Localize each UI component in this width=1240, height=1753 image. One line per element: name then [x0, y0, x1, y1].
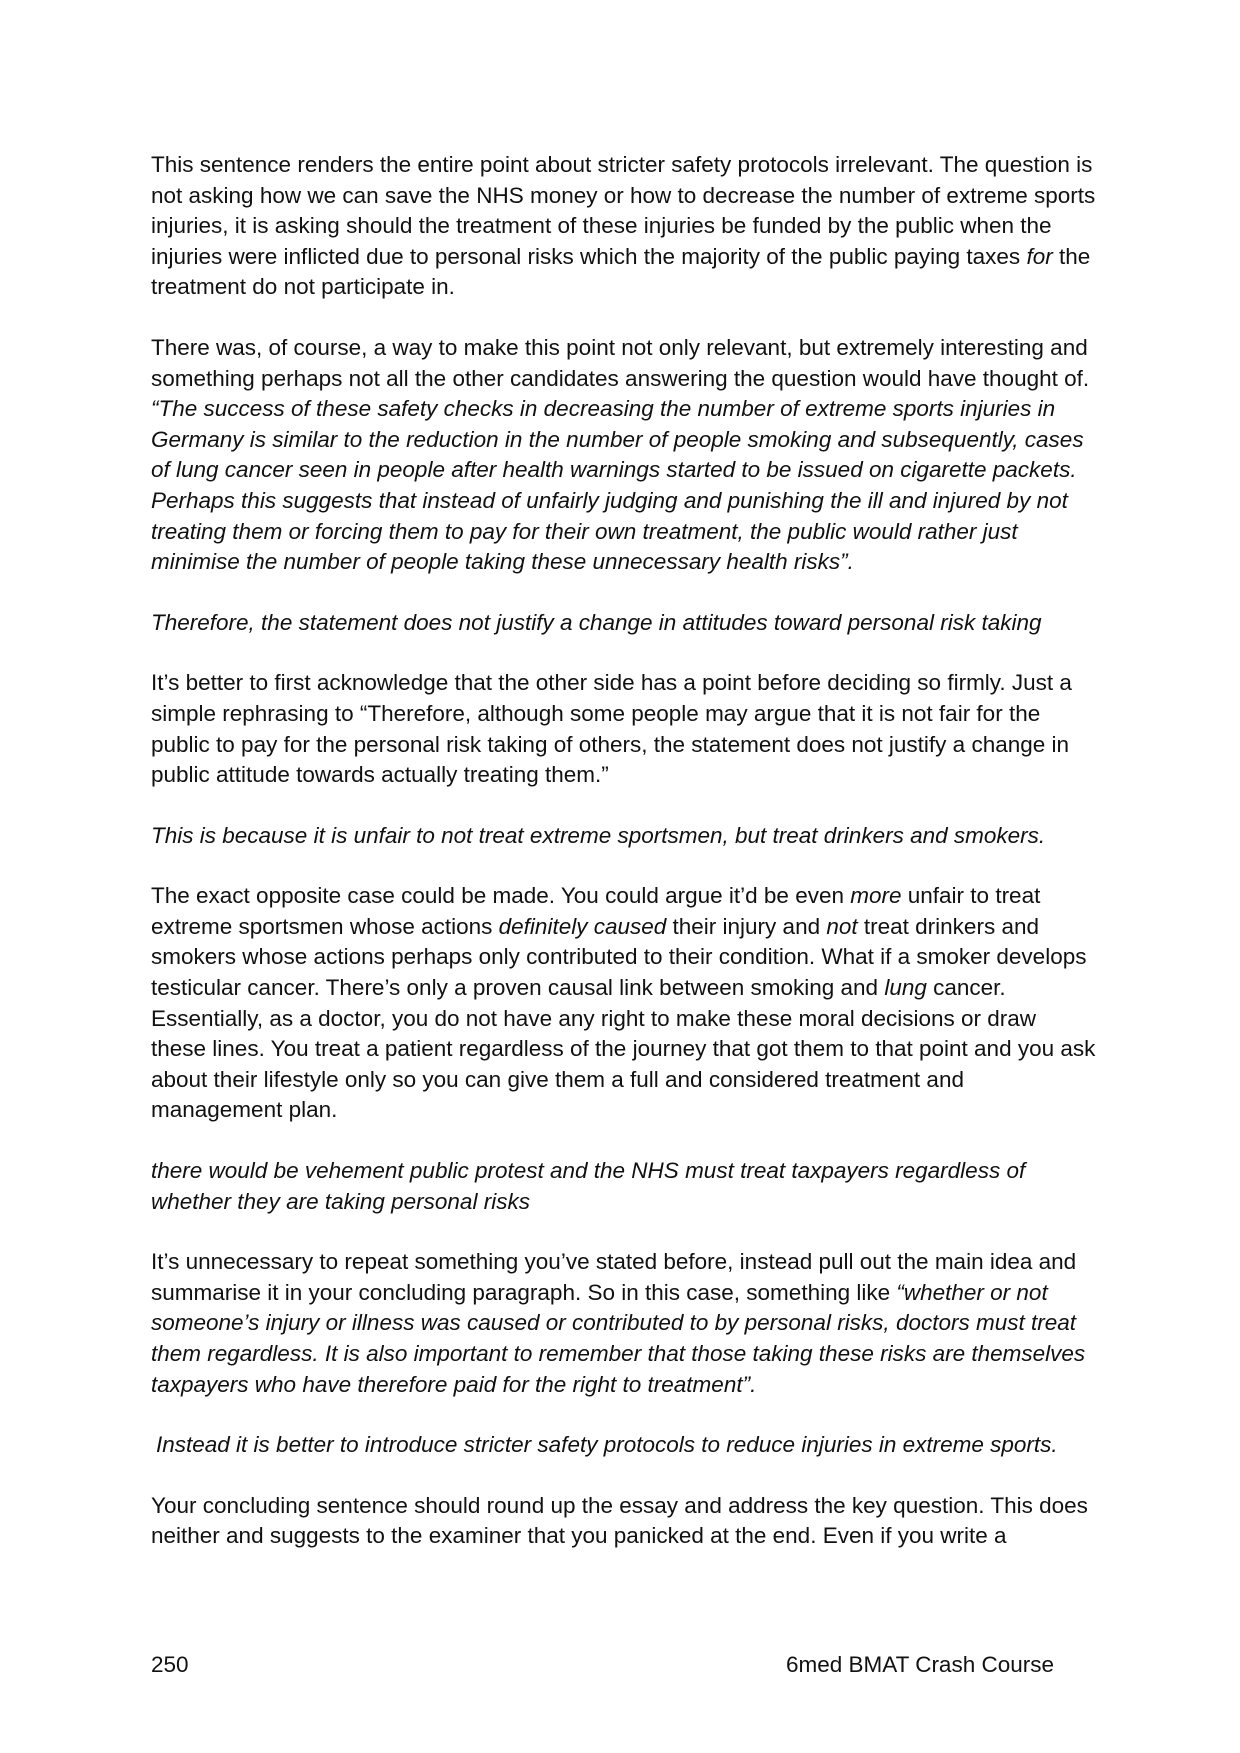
body-paragraph	[151, 881, 1096, 1126]
text-run: their injury and	[666, 913, 827, 939]
quoted-essay-excerpt	[151, 1430, 1096, 1461]
body-paragraph	[151, 150, 1096, 303]
quoted-essay-excerpt	[151, 1156, 1096, 1217]
italic-text-run: definitely caused	[498, 913, 667, 939]
page-number: 250	[151, 1652, 189, 1677]
text-run: cancer. Essentially, as a doctor, you do not have any right to make these moral decisions or draw these lines. You treat a patient regardless of the journey that got them to that point and you ask about their lifestyle only so you can give them a full and considered treatment and management plan.	[151, 975, 1096, 1123]
text-run: there would be vehement public protest and the NHS must treat taxpayers regardless of whether they are taking personal risks	[151, 1158, 1026, 1214]
body-paragraph	[151, 333, 1096, 578]
body-paragraph	[151, 1491, 1096, 1552]
italic-text-run: not	[826, 913, 858, 939]
italic-text-run: lung	[884, 975, 927, 1001]
italic-text-run: “The success of these safety checks in decreasing the number of extreme sports injuries in Germany is similar to the reduction in the number of people smoking and subsequently, cases of lung cancer seen in people after health warnings started to be issued on cigarette packets. Perhaps this suggests that instead of unfairly judging and punishing the ill and injured by not treating them or forcing them to pay for their own treatment, the public would rather just minimise the number of people taking these unnecessary health risks”.	[151, 396, 1084, 575]
text-run: the treatment do not participate in.	[151, 243, 1091, 300]
text-run: The exact opposite case could be made. You could argue it’d be even	[151, 883, 851, 909]
text-run: Your concluding sentence should round up the essay and address the key question. This does neither and suggests to the examiner that you panicked at the end. Even if you write a	[151, 1492, 1088, 1549]
text-run: treat drinkers and smokers whose actions perhaps only contributed to their condition. What if a smoker develops testicular cancer. There’s only a proven causal link between smoking and	[151, 913, 1087, 1001]
text-run: This is because it is unfair to not treat extreme sportsmen, but treat drinkers and smokers.	[151, 822, 1046, 848]
book-title: 6med BMAT Crash Course	[785, 1652, 1054, 1677]
italic-text-run: “whether or not someone’s injury or illness was caused or contributed to by personal risks, doctors must treat them regardless. It is also important to remember that those taking these risks are themselves taxpayers who have therefore paid for the right to treatment”.	[151, 1279, 1086, 1397]
italic-text-run: for	[1026, 243, 1053, 269]
body-paragraph	[151, 668, 1096, 790]
text-run: unfair to treat extreme sportsmen whose actions	[151, 883, 1041, 939]
text-run: There was, of course, a way to make this point not only relevant, but extremely interesting and something perhaps not all the other candidates answering the question would have thought of.	[151, 334, 1090, 391]
italic-text-run: more	[850, 883, 902, 909]
text-run: Therefore, the statement does not justify a change in attitudes toward personal risk taking	[151, 609, 1042, 635]
document-body	[151, 150, 1096, 1582]
text-run: Instead it is better to introduce stricter safety protocols to reduce injuries in extreme sports.	[156, 1432, 1058, 1458]
body-paragraph	[151, 1247, 1096, 1400]
quoted-essay-excerpt	[151, 821, 1096, 852]
text-run: It’s better to first acknowledge that the other side has a point before deciding so firmly. Just a simple rephrasing to “Therefore, although some people may argue that it is not fair for the public to pay for the personal risk taking of others, the statement does not justify a change in public attitude towards actually treating them.”	[151, 670, 1072, 788]
text-run: It’s unnecessary to repeat something you’ve stated before, instead pull out the main idea and summarise it in your concluding paragraph. So in this case, something like	[151, 1249, 1077, 1305]
quoted-essay-excerpt	[151, 608, 1096, 639]
text-run: This sentence renders the entire point about stricter safety protocols irrelevant. The question is not asking how we can save the NHS money or how to decrease the number of extreme sports injuries, it is asking should the treatment of these injuries be funded by the public when the injuries were inflicted due to personal risks which the majority of the public paying taxes	[151, 152, 1096, 269]
